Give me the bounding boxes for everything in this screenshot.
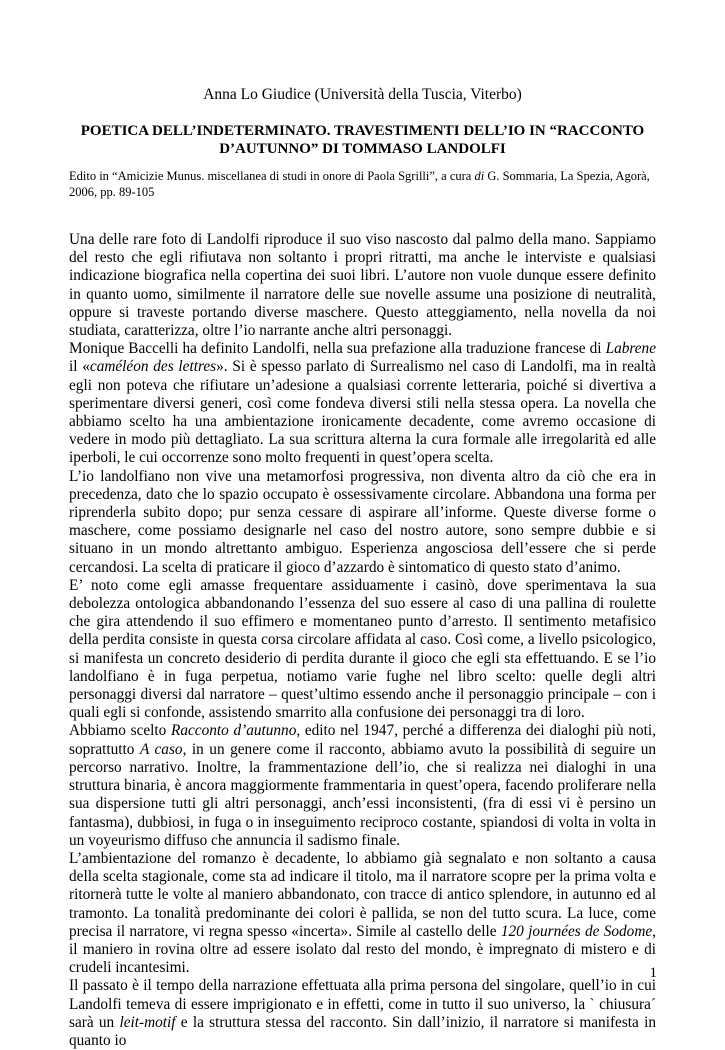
edition-di: di — [474, 169, 485, 183]
paragraph-6 — [69, 850, 656, 977]
paragraph-4: E’ noto come egli amasse frequentare assiduamente i casinò, dove sperimentava la sua debolezza ontologica abbandonando l’essenza del suo essere al caso di una pallina di roulette che gira attendendo il suo effimero e momentaneo punto d’arresto. Il sentimento metafisico della perdita consiste in questa corsa circolare affidata al caso. Così come, a livello psicologico, si manifesta un concreto desiderio di perdita durante il gioco che egli sta effettuando. E se l’io landolfiano è in fuga perpetua, notiamo varie fughe nel libro scelto: quelle degli altri personaggi diversi dal narratore – quest’ultimo essendo anche il personaggio principale – con i quali egli si confonde, assistendo smarrito alla confusione dei personaggi tra di loro. — [69, 576, 656, 722]
p7-text-b: e la struttura stessa del racconto. Sin dall’inizio, il narratore si manifesta in quanto io — [69, 1013, 656, 1049]
p5-racconto: Racconto d’autunno — [171, 722, 297, 740]
p6-sodome: 120 journées de Sodome — [500, 922, 653, 940]
p7-text-a: Il passato è il tempo della narrazione effettuata alla prima persona del singolare, quell’io in cui Landolfi temeva di essere imprigionato e in effetti, come in tutto il suo universo, la ` chiusura´ sarà un — [69, 977, 656, 1031]
edition-text-b: G. Sommaria, La Spezia, Agorà, 2006, pp. 89-105 — [69, 169, 650, 199]
p6-text-a: L’ambientazione del romanzo è decadente, lo abbiamo già segnalato e non soltanto a causa della scelta stagionale, come sta ad indicare il titolo, ma il narratore scopre per la prima volta e ritornerà tutte le volte al maniero abbandonato, con tracce di antico splendore, in autunno ed al tramonto. La tonalità predominante dei colori è pallida, se non del tutto scura. La luce, come precisa il narratore, vi regna spesso «incerta». Simile al castello delle — [69, 849, 656, 940]
p2-labrene: Labrene — [605, 340, 656, 358]
p7-leit-motif: leit-motif — [119, 1013, 176, 1031]
page-number: 1 — [649, 965, 657, 981]
paragraph-2 — [69, 340, 656, 467]
p2-text-c: ». Si è spesso parlato di Surrealismo nel caso di Landolfi, ma in realtà egli non poteva che rifiutare un’adesione a qualsiasi corrente letteraria, poiché si divertiva a sperimentare diversi generi, così come fondeva diversi stili nella stessa opera. La novella che abbiamo scelto ha una ambientazione ironicamente decadente, come avremo occasione di vedere in modo più dettagliato. La sua scrittura alterna la cura formale alle irregolarità ed alle iperboli, le cui occorrenze sono molto frequenti in quest’opera scelta. — [69, 358, 656, 467]
p5-text-a: Abbiamo scelto — [69, 722, 171, 740]
p2-text-a: Monique Baccelli ha definito Landolfi, nella sua prefazione alla traduzione francese di — [69, 340, 606, 358]
p2-cameleon: caméléon des lettres — [89, 358, 217, 376]
article-body — [69, 231, 656, 1050]
paragraph-3: L’io landolfiano non vive una metamorfosi progressiva, non diventa altro da ciò che era in precedenza, dato che lo spazio occupato è ossessivamente circolare. Abbandona una forma per riprenderla subito dopo; pur senza cessare di aspirare all’informe. Queste diverse forme o maschere, come possiamo designarle nel caso del nostro autore, sono sempre dubbie e si situano in un mondo altrettanto ambiguo. Esperienza angosciosa dell’essere che si perde cercandosi. La scelta di praticare il gioco d’azzardo è sintomatico di questo stato d’animo. — [69, 467, 656, 576]
edition-note — [69, 168, 659, 200]
title-line-2: D’AUTUNNO” DI TOMMASO LANDOLFI — [219, 141, 506, 157]
p5-text-b: , edito nel 1947, perché a differenza dei dialoghi più noti, soprattutto — [69, 722, 656, 758]
article-title — [80, 122, 645, 158]
p5-acaso: A caso — [139, 740, 183, 758]
author-line: Anna Lo Giudice (Università della Tuscia, Viterbo) — [203, 86, 522, 103]
title-line-1: POETICA DELL’INDETERMINATO. TRAVESTIMENTI DELL’IO IN “RACCONTO — [80, 123, 645, 139]
paragraph-1: Una delle rare foto di Landolfi riproduce il suo viso nascosto dal palmo della mano. Sappiamo del resto che egli rifiutava non soltanto i propri ritratti, ma anche le interviste e qualsiasi indicazione biografica nella copertina dei suoi libri. L’autore non vuole dunque essere definito in quanto uomo, similmente il narratore delle sue novelle assume una posizione di neutralità, oppure si traveste portando diverse maschere. Questo atteggiamento, nella novella da noi studiata, caratterizza, oltre l’io narrante anche altri personaggi. — [69, 231, 656, 340]
edition-text-a: Edito in “Amicizie Munus. miscellanea di studi in onore di Paola Sgrilli”, a cura — [69, 169, 475, 183]
p2-text-b: il « — [69, 358, 90, 376]
p6-text-b: , il maniero in rovina oltre ad essere isolato dal resto del mondo, è impregnato di mistero e di crudeli incantesimi. — [69, 922, 656, 977]
paragraph-5 — [69, 722, 656, 849]
paragraph-7 — [69, 977, 656, 1050]
p5-text-c: , in un genere come il racconto, abbiamo avuto la possibilità di seguire un percorso narrativo. Inoltre, la frammentazione dell’io, che si realizza nei dialoghi in una struttura binaria, è ancora maggiormente frammentaria in quest’opera, facendo proliferare nella sua dispersione tutti gli altri personaggi, anch’essi inconsistenti, (fra di essi vi è persino un fantasma), dubbiosi, in fuga o in inseguimento reciproco costante, spiandosi di volta in volta in un voyeurismo diffuso che annuncia il sadismo finale. — [69, 740, 656, 849]
